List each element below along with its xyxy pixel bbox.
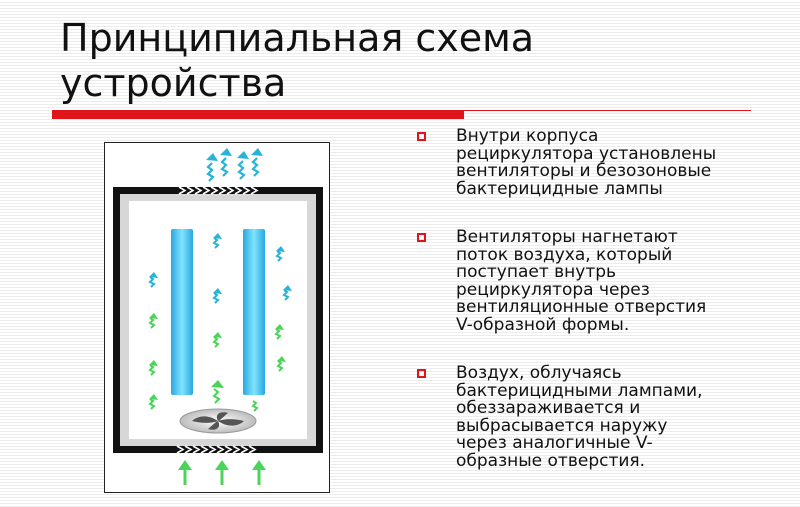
bullet-item <box>410 365 790 470</box>
bullet-text: Внутри корпуса рециркулятора установлены вентиляторы и безозоновые бактерицидные лампы <box>456 126 717 199</box>
page-title <box>60 16 680 106</box>
square-bullet-icon <box>417 132 426 141</box>
bullet-item <box>410 229 790 334</box>
lamp-icon <box>243 229 265 395</box>
title-underline-rule <box>464 110 751 111</box>
title-line-2: устройства <box>60 61 287 105</box>
arrow-up-icon <box>178 460 266 485</box>
fan-icon <box>180 409 256 433</box>
bullet-item <box>410 128 790 198</box>
title-line-1: Принципиальная схема <box>60 16 535 60</box>
recirculator-diagram <box>104 142 330 493</box>
square-bullet-icon <box>417 369 426 378</box>
lamp-icon <box>171 229 193 395</box>
arrow-up-icon <box>208 158 258 181</box>
bullet-list <box>410 128 790 470</box>
bullet-text: Вентиляторы нагнетают поток воздуха, который поступает внутрь рециркулятора через вентиляционные отверстия V-образной формы. <box>456 227 707 335</box>
title-underline-bar <box>52 110 464 119</box>
bullet-text: Воздух, облучаясь бактерицидными лампами, обеззараживается и выбрасывается наружу через аналогичные V- образные отверстия. <box>456 363 703 471</box>
recirculator-diagram-svg <box>105 143 331 494</box>
square-bullet-icon <box>417 233 426 242</box>
